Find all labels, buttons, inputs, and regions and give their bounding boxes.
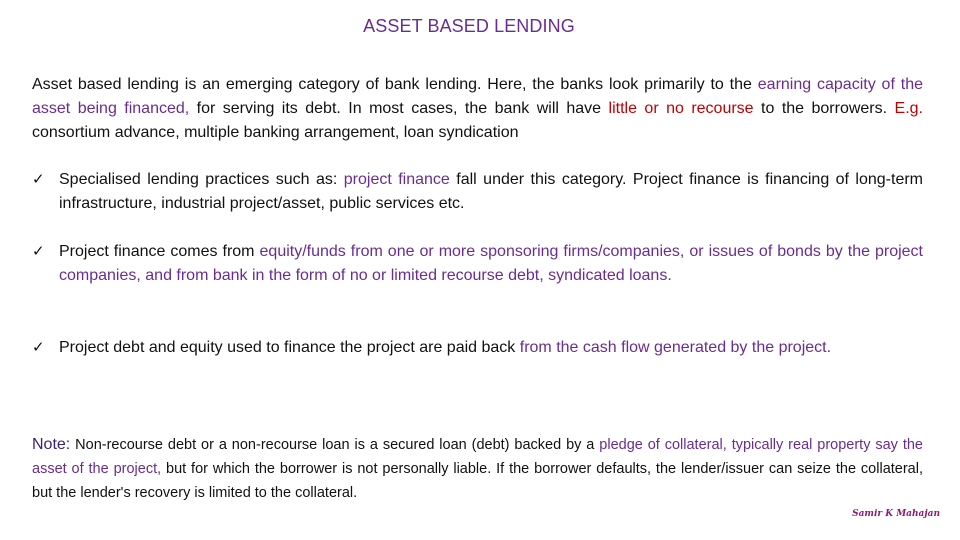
checkmark-icon: ✓ bbox=[32, 339, 45, 356]
bullet-text-1: Specialised lending practices such as: bbox=[59, 171, 344, 188]
intro-highlight-earning-capacity: earning capacity of the asset being financed, bbox=[32, 76, 923, 117]
bullet-highlight: equity/funds from one or more sponsoring firms/companies, or issues of bonds by the project companies, and from bank in the form of no or limited recourse debt, syndicated loans. bbox=[59, 243, 924, 284]
note-highlight-collateral: pledge of collateral, typically real property say the asset of the project, bbox=[32, 437, 923, 477]
page-title: ASSET BASED LENDING bbox=[363, 16, 575, 36]
intro-paragraph bbox=[32, 73, 923, 145]
bullet-item-project-finance-sources bbox=[32, 240, 923, 288]
checkmark-icon: ✓ bbox=[32, 171, 45, 188]
checkmark-icon: ✓ bbox=[32, 243, 45, 260]
bullet-text bbox=[59, 336, 923, 360]
bullet-text-1: Project debt and equity used to finance the project are paid back bbox=[59, 339, 520, 356]
bullet-highlight: from the cash flow generated by the project. bbox=[519, 339, 832, 356]
note-paragraph bbox=[32, 433, 923, 505]
intro-text-5: to the borrowers. bbox=[753, 100, 895, 117]
intro-text-7: consortium advance, multiple banking arrangement, loan syndication bbox=[32, 124, 519, 141]
intro-text-1: Asset based lending is an emerging category of bank lending. Here, the banks look primarily to the bbox=[32, 76, 758, 93]
intro-highlight-little-or-no-recourse: little or no recourse bbox=[608, 100, 754, 117]
bullet-highlight: project finance bbox=[343, 171, 450, 188]
note-text-1: Non-recourse debt or a non-recourse loan is a secured loan (debt) backed by a bbox=[70, 437, 600, 453]
intro-text-3: for serving its debt. In most cases, the bank will have bbox=[189, 100, 609, 117]
note-label: Note: bbox=[32, 436, 71, 453]
bullet-text-1: Project finance comes from bbox=[59, 243, 260, 260]
bullet-item-project-debt-repayment bbox=[32, 336, 923, 360]
bullet-text bbox=[59, 168, 923, 216]
bullet-item-specialised-lending bbox=[32, 168, 923, 216]
bullet-text bbox=[59, 240, 923, 288]
author-signature: Samir K Mahajan bbox=[852, 509, 940, 519]
note-text-3: but for which the borrower is not personally liable. If the borrower defaults, the lender/issuer can seize the collateral, but the lender's recovery is limited to the collateral. bbox=[32, 461, 923, 501]
bullet-text-3: fall under this category. Project finance is financing of long-term infrastructure, industrial project/asset, public services etc. bbox=[59, 171, 924, 212]
intro-highlight-eg: E.g. bbox=[894, 100, 923, 117]
